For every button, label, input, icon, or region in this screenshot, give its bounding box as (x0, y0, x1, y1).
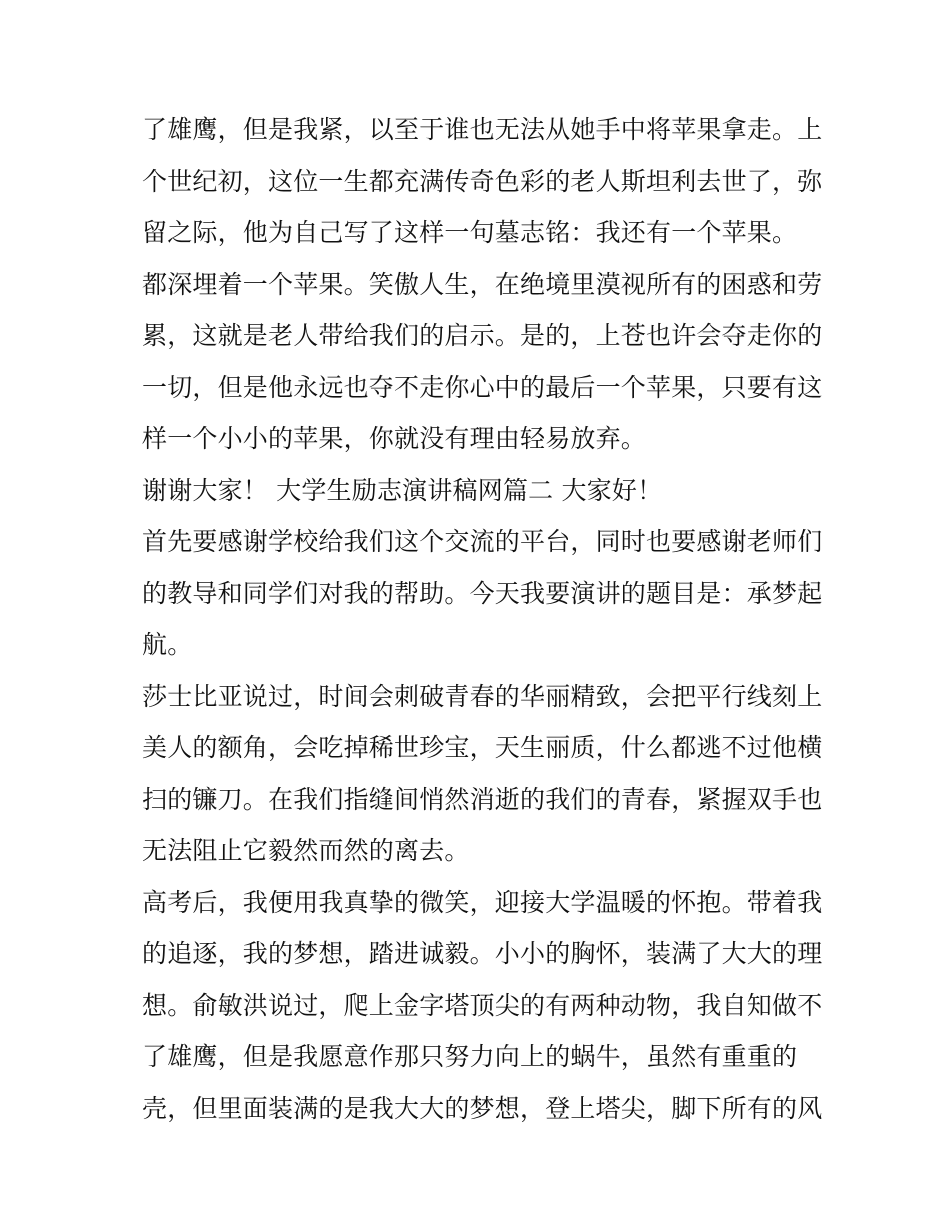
text-line: 了雄鹰，但是我愿意作那只努力向上的蜗牛，虽然有重重的 (142, 1042, 798, 1071)
text-line: 扫的镰刀。在我们指缝间悄然消逝的我们的青春，紧握双手也 (142, 784, 823, 814)
text-line: 壳，但里面装满的是我大大的梦想，登上塔尖，脚下所有的风 (142, 1093, 823, 1123)
text-line: 样一个小小的苹果，你就没有理由轻易放弃。 (142, 424, 647, 453)
text-line: 想。俞敏洪说过，爬上金字塔顶尖的有两种动物，我自知做不 (142, 990, 823, 1020)
text-line: 莎士比亚说过，时间会刺破青春的华丽精致，会把平行线刻上 (142, 681, 823, 711)
text-line: 美人的额角，会吃掉稀世珍宝，天生丽质，什么都逃不过他横 (142, 733, 823, 762)
text-line: 留之际，他为自己写了这样一句墓志铭：我还有一个苹果。 (142, 218, 798, 247)
text-line: 的追逐，我的梦想，踏进诚毅。小小的胸怀，装满了大大的理 (142, 939, 823, 968)
text-line: 都深埋着一个苹果。笑傲人生，在绝境里漠视所有的困惑和劳 (142, 269, 823, 299)
text-line: 无法阻止它毅然而然的离去。 (142, 836, 470, 865)
text-line: 累，这就是老人带给我们的启示。是的，上苍也许会夺走你的 (142, 321, 823, 350)
text-line: 航。 (142, 630, 193, 659)
text-line: 高考后，我便用我真挚的微笑，迎接大学温暖的怀抱。带着我 (142, 887, 823, 917)
text-line: 一切，但是他永远也夺不走你心中的最后一个苹果，只要有这 (142, 372, 823, 402)
document-body (142, 104, 822, 1134)
text-line: 个世纪初，这位一生都充满传奇色彩的老人斯坦利去世了，弥 (142, 166, 823, 196)
text-line: 谢谢大家！ 大学生励志演讲稿网篇二 大家好！ (142, 475, 663, 505)
text-line: 首先要感谢学校给我们这个交流的平台，同时也要感谢老师们 (142, 527, 823, 556)
text-line: 了雄鹰，但是我紧，以至于谁也无法从她手中将苹果拿走。上 (142, 115, 823, 144)
text-line: 的教导和同学们对我的帮助。今天我要演讲的题目是：承梦起 (142, 578, 823, 608)
